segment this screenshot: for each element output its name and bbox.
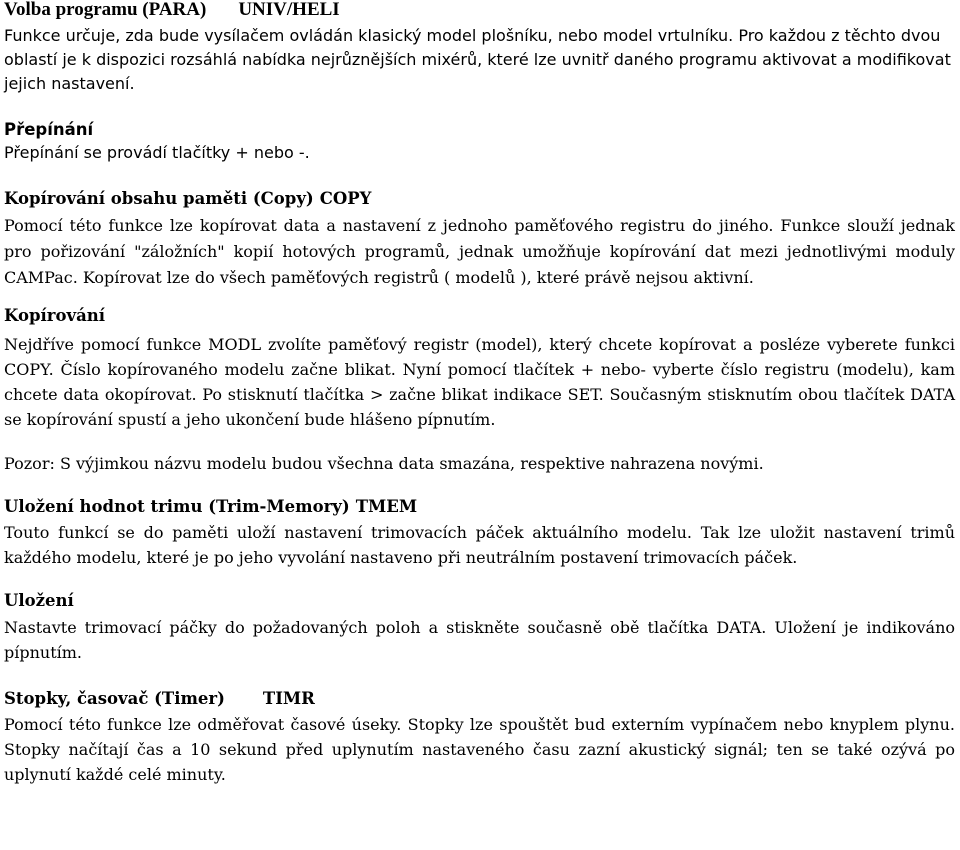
heading-label: Stopky, časovač (Timer) — [4, 689, 225, 708]
section-heading — [4, 688, 955, 710]
title-label: Volba programu (PARA) — [4, 0, 207, 20]
section-switching — [4, 119, 955, 165]
section-text: Pomocí této funkce lze odměřovat časové úseky. Stopky lze spouštět bud externím vypínačem nebo knyplem plynu. Stopky načítají čas a 10 sekund před uplynutím nastaveného času zazní akustický signál; ten se také ozývá po uplynutí každé celé minuty. — [4, 715, 955, 784]
section-heading: Kopírování — [4, 306, 106, 325]
heading-label: Kopírování obsahu paměti (Copy) — [4, 189, 314, 208]
section-text: Přepínání se provádí tlačítky + nebo -. — [4, 143, 310, 162]
section-copying — [4, 305, 955, 476]
section-heading — [4, 188, 955, 210]
title-code: UNIV/HELI — [238, 0, 340, 20]
heading-label: Uložení hodnot trimu (Trim-Memory) — [4, 497, 350, 516]
heading-code: COPY — [319, 189, 372, 208]
heading-code: TMEM — [355, 497, 418, 516]
section-trim-memory — [4, 496, 955, 570]
section-text: Nastavte trimovací páčky do požadovaných poloh a stiskněte současně obě tlačítka DATA. Uložení je indikováno pípnutím. — [4, 618, 955, 662]
section-text: Nejdříve pomocí funkce MODL zvolíte paměťový registr (model), který chcete kopírovat a posléze vyberete funkci COPY. Číslo kopírovaného modelu začne blikat. Nyní pomocí tlačítek + nebo- vyberte číslo registru (modelu), kam chcete data okopírovat. Po stisknutí tlačítka > začne blikat indikace SET. Současným stisknutím obou tlačítek DATA se kopírování spustí a jeho ukončení bude hlášeno pípnutím. — [4, 335, 955, 429]
section-text: Touto funkcí se do paměti uloží nastavení trimovacích páček aktuálního modelu. Tak lze uložit nastavení trimů každého modelu, které je po jeho vyvolání nastaveno při neutrálním postavení trimovacích páček. — [4, 523, 955, 567]
page-title — [4, 0, 955, 20]
section-heading: Přepínání — [4, 120, 94, 139]
section-copy-memory — [4, 188, 955, 291]
section-heading — [4, 496, 955, 518]
intro-paragraph: Funkce určuje, zda bude vysílačem ovládán klasický model plošníku, nebo model vrtulníku. Pro každou z těchto dvou oblastí je k dispozici rozsáhlá nabídka nejrůznějších mixérů, které lze uvnitř daného programu aktivovat a modifikovat jejich nastavení. — [4, 26, 951, 93]
warning-text: Pozor: S výjimkou názvu modelu budou všechna data smazána, respektive nahrazena novými. — [4, 454, 764, 473]
section-heading: Uložení — [4, 591, 74, 610]
section-timer — [4, 688, 955, 787]
section-text: Pomocí této funkce lze kopírovat data a nastavení z jednoho paměťového registru do jiného. Funkce slouží jednak pro pořizování "záložních" kopií hotových programů, jednak umožňuje kopírování dat mezi jednotlivými moduly CAMPac. Kopírovat lze do všech paměťových registrů ( modelů ), které právě nejsou aktivní. — [4, 216, 955, 287]
section-saving — [4, 590, 955, 665]
heading-code: TIMR — [262, 689, 315, 708]
